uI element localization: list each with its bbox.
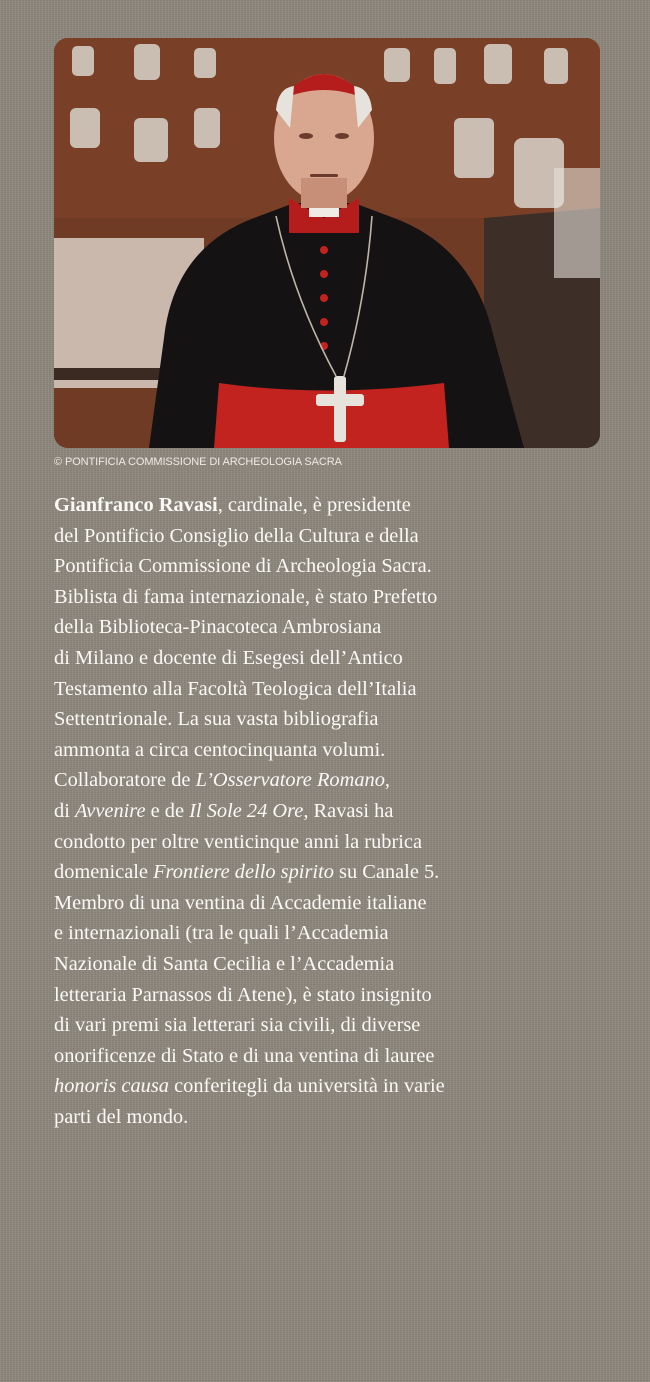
bio-line: Gianfranco Ravasi, cardinale, è presidente [54, 494, 411, 516]
newspaper-title: Il Sole 24 Ore [189, 799, 304, 822]
bio-line: Nazionale di Santa Cecilia e l’Accademia [54, 952, 395, 975]
bio-line: Biblista di fama internazionale, è stato Prefetto [54, 585, 438, 608]
bio-line: Testamento alla Facoltà Teologica dell’Italia [54, 677, 417, 700]
bio-line: di vari premi sia letterari sia civili, di diverse [54, 1014, 421, 1037]
author-portrait [54, 38, 600, 448]
author-biography [54, 490, 624, 1132]
bio-line: condotto per oltre venticinque anni la rubrica [54, 830, 423, 853]
bio-line: Collaboratore de L’Osservatore Romano, [54, 769, 391, 792]
bio-line: letteraria Parnassos di Atene), è stato insignito [54, 983, 432, 1006]
bio-line: domenicale Frontiere dello spirito su Canale 5. [54, 861, 440, 884]
newspaper-title: Avvenire [74, 799, 146, 822]
tv-show-title: Frontiere dello spirito [153, 861, 334, 884]
bio-line: onorificenze di Stato e di una ventina di lauree [54, 1044, 435, 1067]
bio-line: Settentrionale. La sua vasta bibliografia [54, 708, 379, 731]
bio-line: di Avvenire e de Il Sole 24 Ore, Ravasi ha [54, 799, 394, 822]
newspaper-title: L’Osservatore Romano [195, 769, 385, 792]
author-name: Gianfranco Ravasi [54, 494, 218, 516]
bio-line: honoris causa conferitegli da università in varie [54, 1075, 445, 1098]
photo-credit: © PONTIFICIA COMMISSIONE DI ARCHEOLOGIA SACRA [54, 456, 342, 468]
latin-phrase: honoris causa [54, 1075, 169, 1098]
bio-line: della Biblioteca-Pinacoteca Ambrosiana [54, 616, 382, 639]
bio-line: ammonta a circa centocinquanta volumi. [54, 738, 386, 761]
bio-line: di Milano e docente di Esegesi dell’Antico [54, 646, 403, 669]
bio-line: parti del mondo. [54, 1105, 189, 1128]
bio-line: e internazionali (tra le quali l’Accademia [54, 922, 389, 945]
author-photo [54, 38, 600, 448]
bio-line: del Pontificio Consiglio della Cultura e della [54, 524, 419, 547]
bio-line: Membro di una ventina di Accademie italiane [54, 891, 427, 914]
bio-line: Pontificia Commissione di Archeologia Sacra. [54, 555, 432, 578]
